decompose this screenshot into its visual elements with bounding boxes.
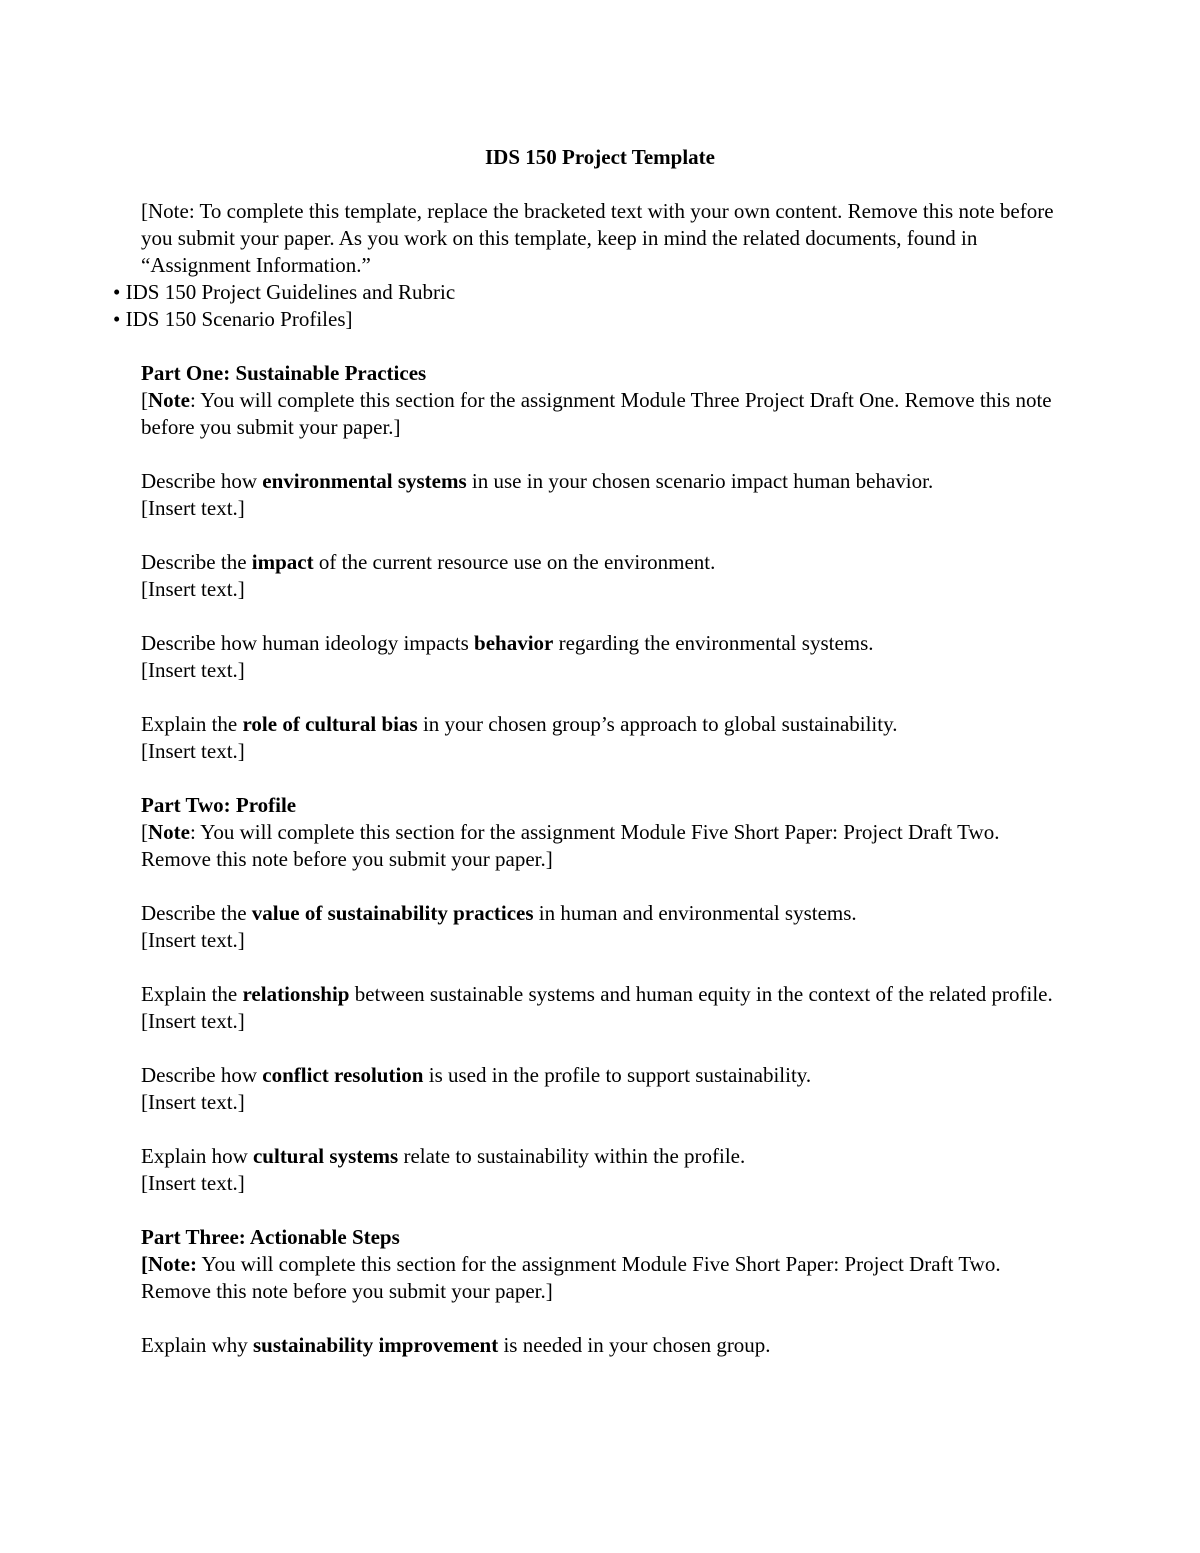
document-title: IDS 150 Project Template: [484, 145, 715, 169]
section-heading: Part One: Sustainable Practices: [141, 361, 427, 385]
section-heading: Part Three: Actionable Steps: [141, 1225, 400, 1249]
section-note: [Note: You will complete this section for the assignment Module Three Project Draft One. Remove this note before you submit your paper.]: [141, 388, 1052, 439]
prompt: Describe the impact of the current resource use on the environment.: [141, 550, 716, 574]
prompt: Explain the relationship between sustainable systems and human equity in the context of the related profile.: [141, 982, 1053, 1006]
prompt: Explain how cultural systems relate to sustainability within the profile.: [141, 1144, 746, 1168]
section-heading: Part Two: Profile: [141, 793, 297, 817]
prompt: Describe how environmental systems in use in your chosen scenario impact human behavior.: [141, 469, 934, 493]
insert-placeholder: [Insert text.]: [141, 1090, 245, 1114]
insert-placeholder: [Insert text.]: [141, 658, 245, 682]
bullet-item: • IDS 150 Project Guidelines and Rubric: [113, 279, 1043, 306]
insert-placeholder: [Insert text.]: [141, 577, 245, 601]
prompt: Explain why sustainability improvement is needed in your chosen group.: [141, 1333, 771, 1357]
insert-placeholder: [Insert text.]: [141, 1171, 245, 1195]
insert-placeholder: [Insert text.]: [141, 928, 245, 952]
intro-bullet-list: [113, 279, 1043, 333]
section-note: [Note: You will complete this section for the assignment Module Five Short Paper: Project Draft Two. Remove this note before you submit your paper.]: [141, 1252, 1001, 1303]
prompt: Describe the value of sustainability practices in human and environmental systems.: [141, 901, 857, 925]
prompt: Describe how conflict resolution is used in the profile to support sustainability.: [141, 1063, 812, 1087]
document-body: [125, 198, 1071, 1359]
prompt: Describe how human ideology impacts behavior regarding the environmental systems.: [141, 631, 874, 655]
insert-placeholder: [Insert text.]: [141, 496, 245, 520]
insert-placeholder: [Insert text.]: [141, 1009, 245, 1033]
intro-note: [Note: To complete this template, replace the bracketed text with your own content. Remove this note before you submit your paper. As you work on this template, keep in mind the related documents, found in “Assignment Information.”: [141, 199, 1054, 277]
bullet-item: • IDS 150 Scenario Profiles]: [113, 306, 1043, 333]
section-note: [Note: You will complete this section for the assignment Module Five Short Paper: Project Draft Two. Remove this note before you submit your paper.]: [141, 820, 1000, 871]
insert-placeholder: [Insert text.]: [141, 739, 245, 763]
prompt: Explain the role of cultural bias in your chosen group’s approach to global sustainability.: [141, 712, 898, 736]
